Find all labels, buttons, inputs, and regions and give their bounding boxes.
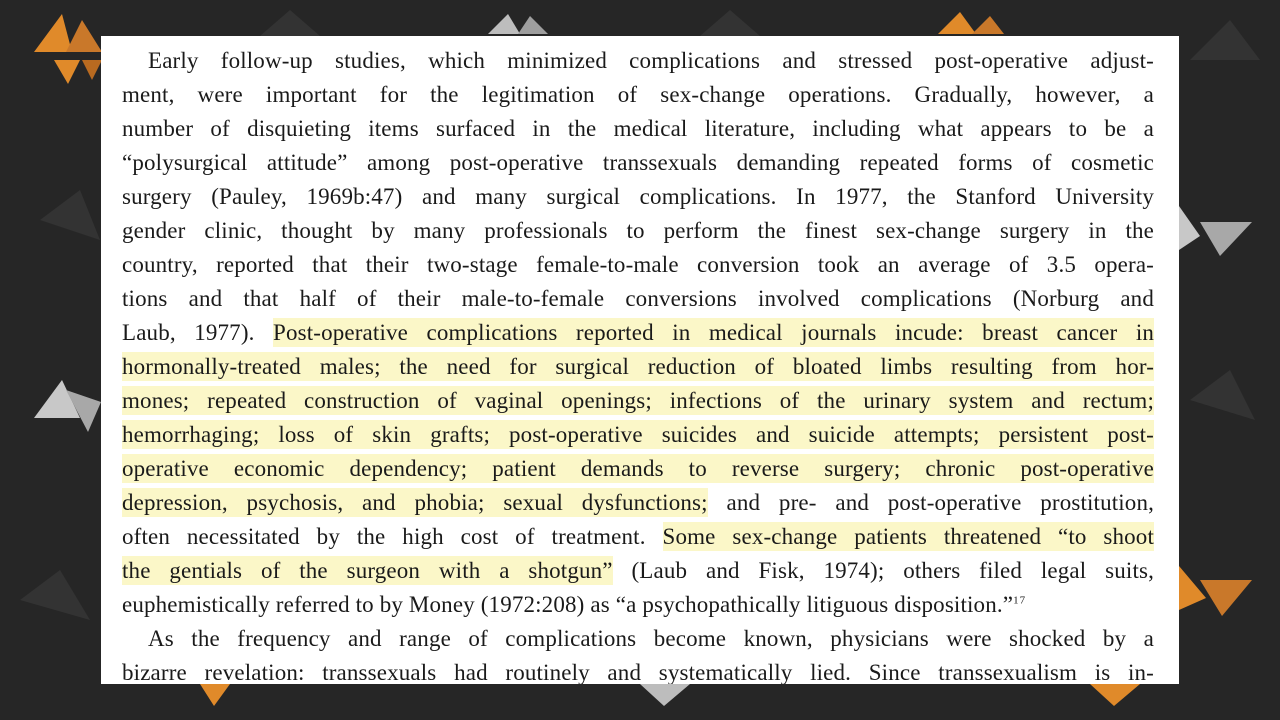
- highlighted-text: Some sex-change patients threatened “to shoot: [662, 524, 1154, 549]
- paragraph-1-line-5: surgery (Pauley, 1969b:47) and many surgical complications. In 1977, the Stanford University: [122, 184, 1154, 209]
- orange-triangles-top-left: [34, 14, 102, 84]
- paragraph-1-line-4: “polysurgical attitude” among post-operative transsexuals demanding repeated forms of cosmetic: [122, 150, 1154, 175]
- orange-triangles-right-lower: [1179, 566, 1252, 616]
- highlighted-text: hemorrhaging; loss of skin grafts; post-operative suicides and suicide attempts; persistent post-: [122, 422, 1154, 447]
- paragraph-1-line-12: [122, 418, 1154, 452]
- paragraph-2-line-2: bizarre revelation: transsexuals had routinely and systematically lied. Since transsexualism is in-: [122, 660, 1154, 684]
- paragraph-1-line-2: ment, were important for the legitimation of sex-change operations. Gradually, however, a: [122, 82, 1154, 107]
- paragraph-1-line-13: [122, 452, 1154, 486]
- highlighted-text: Post-operative complications reported in medical journals incude: breast cancer in: [273, 320, 1155, 345]
- document-page: [101, 36, 1179, 684]
- highlighted-text: depression, psychosis, and phobia; sexual dysfunctions;: [122, 490, 708, 515]
- paragraph-1-line-15: often necessitated by the high cost of treatment. Some sex-change patients threatened “to shoot: [122, 524, 1154, 549]
- paragraph-1-line-9: Laub, 1977). Post-operative complications reported in medical journals incude: breast cancer in: [122, 320, 1155, 345]
- highlighted-text: hormonally-treated males; the need for surgical reduction of bloated limbs resulting from hor-: [122, 354, 1154, 379]
- gray-triangles-top: [488, 14, 548, 34]
- paragraph-1-line-10: [122, 350, 1154, 384]
- gray-triangles-right: [1179, 206, 1252, 256]
- highlighted-text: operative economic dependency; patient demands to reverse surgery; chronic post-operative: [122, 456, 1154, 481]
- paragraph-1-line-17: euphemistically referred to by Money (1972:208) as “a psychopathically litiguous disposition.”$^{17}$: [122, 592, 1027, 617]
- paragraph-1-line-8: tions and that half of their male-to-female conversions involved complications (Norburg and: [122, 286, 1154, 311]
- paragraph-1-line-11: [122, 384, 1154, 418]
- paragraph-1-line-1: Early follow-up studies, which minimized complications and stressed post-operative adjust-: [148, 48, 1154, 73]
- orange-triangles-top-right: [938, 12, 1004, 34]
- gray-triangles-left: [34, 380, 101, 432]
- paragraph-1-line-6: gender clinic, thought by many professionals to perform the finest sex-change surgery in the: [122, 218, 1154, 243]
- paragraph-1-line-7: country, reported that their two-stage female-to-male conversion took an average of 3.5 opera-: [122, 252, 1154, 277]
- paragraph-1-line-3: number of disquieting items surfaced in the medical literature, including what appears to be a: [122, 116, 1154, 141]
- highlighted-text: mones; repeated construction of vaginal openings; infections of the urinary system and rectum;: [122, 388, 1154, 413]
- document-body-text: [122, 44, 1154, 684]
- footnote-marker: 17: [1013, 594, 1027, 607]
- bottom-triangles: [200, 684, 1140, 706]
- paragraph-2-line-1: As the frequency and range of complications become known, physicians were shocked by a: [148, 626, 1154, 651]
- highlighted-text: the gentials of the surgeon with a shotgun”: [122, 558, 613, 583]
- paragraph-1-line-14: depression, psychosis, and phobia; sexual dysfunctions; and pre- and post-operative prostitution,: [122, 490, 1154, 515]
- paragraph-1-line-16: the gentials of the surgeon with a shotgun” (Laub and Fisk, 1974); others filed legal suits,: [122, 558, 1154, 583]
